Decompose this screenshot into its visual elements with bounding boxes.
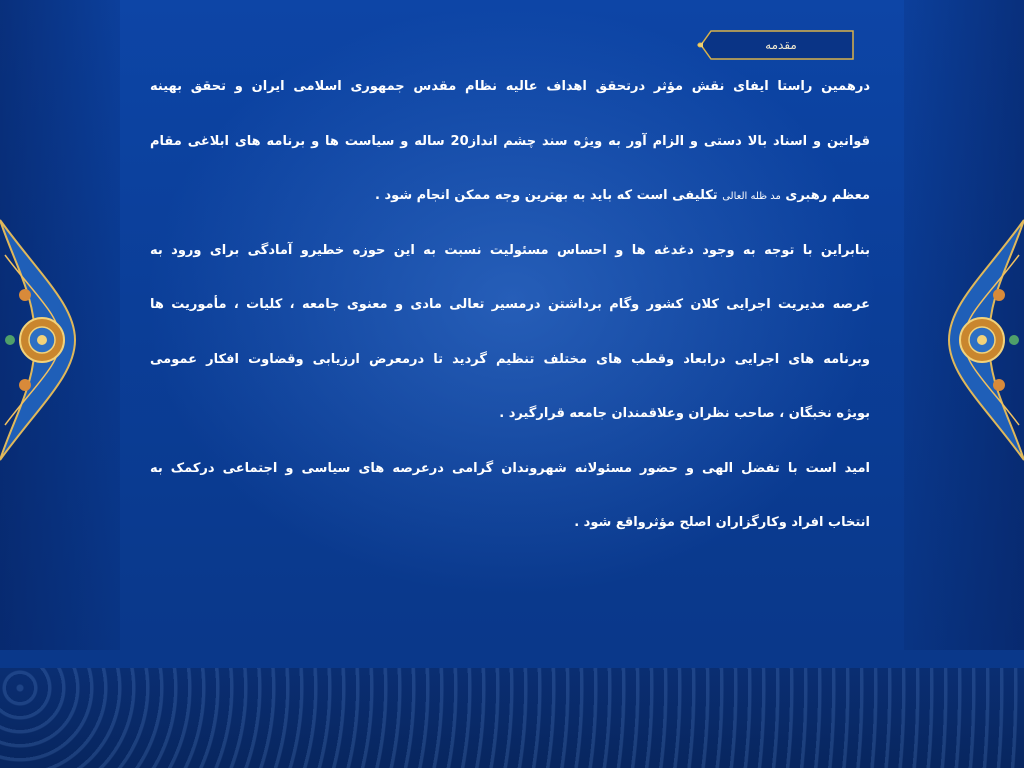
paragraph-line — [150, 171, 870, 226]
paragraph-line: وبرنامه های اجرایی درابعاد وقطب های مختلف تنظیم گردید تا درمعرض ارزیابی وقضاوت افکار عمومی — [150, 351, 870, 367]
text-segment: معظم رهبری — [785, 188, 870, 203]
bottom-ornamental-band — [0, 668, 1024, 768]
paragraph-line: بویژه نخبگان ، صاحب نظران وعلاقمندان جامعه قرارگیرد . — [499, 406, 870, 421]
paragraph-line: قوانین و اسناد بالا دستی و الزام آور به ویژه سند چشم انداز20 ساله و سیاست ها و برنامه های ابلاغی مقام — [150, 133, 870, 149]
title-tab — [697, 30, 855, 60]
left-floral-ornament-icon — [0, 215, 90, 465]
honorific-text: مد ظله العالی — [722, 191, 781, 202]
paragraph-2 — [150, 226, 870, 444]
paragraph-line: بنابراین با توجه به وجود دغدغه ها و احساس مسئولیت نسبت به این حوزه خطیرو آمادگی برای ورود به — [150, 242, 870, 258]
slide-title: مقدمه — [765, 38, 797, 52]
paragraph-1 — [150, 62, 870, 226]
text-segment: تکلیفی است که باید به بهترین وجه ممکن انجام شود . — [375, 188, 718, 203]
paragraph-line: امید است با تفضل الهی و حضور مسئولانه شهروندان گرامی درعرصه های سیاسی و اجتماعی درکمک به — [150, 460, 870, 476]
paragraph-3 — [150, 444, 870, 553]
paragraph-line: انتخاب افراد وکارگزاران اصلح مؤثرواقع شود . — [574, 515, 870, 530]
paragraph-line: درهمین راستا ایفای نقش مؤثر درتحقق اهداف عالیه نظام مقدس جمهوری اسلامی ایران و تحقق بهینه — [150, 79, 870, 94]
slide-body — [150, 62, 870, 553]
right-floral-ornament-icon — [934, 215, 1024, 465]
paragraph-line: عرصه مدیریت اجرایی کلان کشور وگام برداشتن درمسیر تعالی مادی و معنوی جامعه ، کلیات ، مأموریت ها — [150, 297, 870, 312]
